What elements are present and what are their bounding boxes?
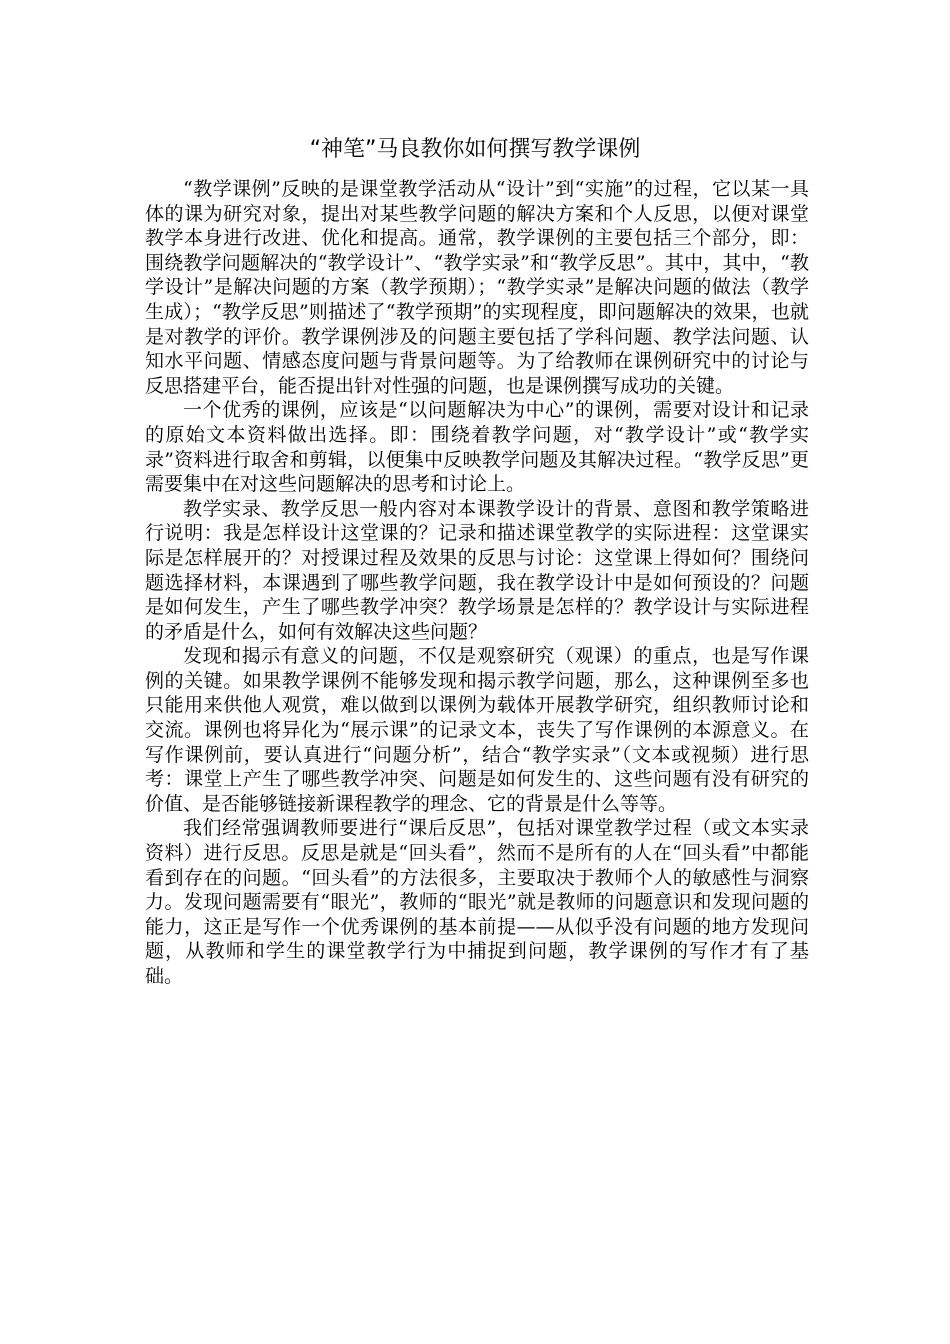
paragraph-5: 我们经常强调教师要进行“课后反思”，包括对课堂教学过程（或文本实录资料）进行反思。反思是就是“回头看”，然而不是所有的人在“回头看”中都能看到存在的问题。“回头看”的方法很多，主要取决于教师个人的敏感性与洞察力。发现问题需要有“眼光”，教师的“眼光”就是教师的问题意识和发现问题的能力，这正是写作一个优秀课例的基本前提——从似乎没有问题的地方发现问题，从教师和学生的课堂教学行为中捕捉到问题，教学课例的写作才有了基础。 xyxy=(145,817,809,987)
document-body xyxy=(145,177,809,989)
paragraph-2: 一个优秀的课例，应该是“以问题解决为中心”的课例，需要对设计和记录的原始文本资料做出选择。即：围绕着教学问题，对“教学设计”或“教学实录”资料进行取舍和剪辑，以便集中反映教学问题及其解决过程。“教学反思”更需要集中在对这些问题解决的思考和讨论上。 xyxy=(145,399,809,496)
document-title: “神笔”马良教你如何撰写教学课例 xyxy=(309,137,641,162)
paragraph-1: “教学课例”反映的是课堂教学活动从“设计”到“实施”的过程，它以某一具体的课为研究对象，提出对某些教学问题的解决方案和个人反思，以便对课堂教学本身进行改进、优化和提高。通常，教学课例的主要包括三个部分，即：围绕教学问题解决的“教学设计”、“教学实录”和“教学反思”。其中，其中，“教学设计”是解决问题的方案（教学预期）；“教学实录”是解决问题的做法（教学生成）；“教学反思”则描述了“教学预期”的实现程度，即问题解决的效果，也就是对教学的评价。教学课例涉及的问题主要包括了学科问题、教学法问题、认知水平问题、情感态度问题与背景问题等。为了给教师在课例研究中的讨论与反思搭建平台，能否提出针对性强的问题，也是课例撰写成功的关键。 xyxy=(145,178,809,397)
paragraph-3: 教学实录、教学反思一般内容对本课教学设计的背景、意图和教学策略进行说明：我是怎样设计这堂课的？记录和描述课堂教学的实际进程：这堂课实际是怎样展开的？对授课过程及效果的反思与讨论：这堂课上得如何？围绕问题选择材料，本课遇到了哪些教学问题，我在教学设计中是如何预设的？问题是如何发生，产生了哪些教学冲突？教学场景是怎样的？教学设计与实际进程的矛盾是什么，如何有效解决这些问题？ xyxy=(145,497,809,643)
paragraph-4: 发现和揭示有意义的问题，不仅是观察研究（观课）的重点，也是写作课例的关键。如果教学课例不能够发现和揭示教学问题，那么，这种课例至多也只能用来供他人观赏，难以做到以课例为载体开展教学研究，组织教师讨论和交流。课例也将异化为“展示课”的记录文本，丧失了写作课例的本源意义。在写作课例前，要认真进行“问题分析”，结合“教学实录”（文本或视频）进行思考：课堂上产生了哪些教学冲突、问题是如何发生的、这些问题有没有研究的价值、是否能够链接新课程教学的理念、它的背景是什么等等。 xyxy=(145,645,809,815)
